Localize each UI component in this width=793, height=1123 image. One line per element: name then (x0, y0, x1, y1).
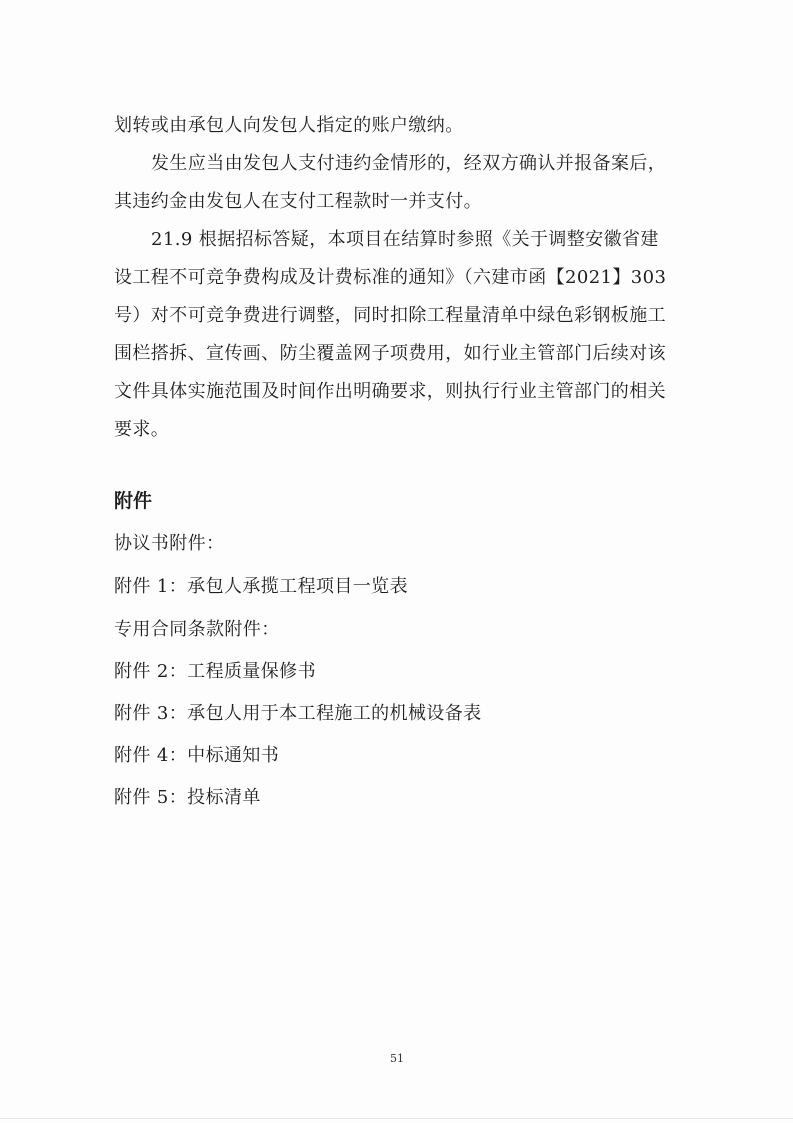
body-line-1: 划转或由承包人向发包人指定的账户缴纳。 (114, 115, 464, 136)
body-line-6: 号）对不可竞争费进行调整，同时扣除工程量清单中绿色彩钢板施工 (114, 305, 666, 326)
attachment-item: 附件 3：承包人用于本工程施工的机械设备表 (114, 703, 482, 724)
scan-edge-divider (0, 1118, 793, 1119)
body-line-7: 围栏搭拆、宣传画、防尘覆盖网子项费用，如行业主管部门后续对该 (114, 343, 666, 364)
body-line-8: 文件具体实施范围及时间作出明确要求，则执行行业主管部门的相关 (114, 381, 666, 402)
attachments-heading: 附件 (114, 490, 153, 512)
body-line-4: 21.9 根据招标答疑，本项目在结算时参照《关于调整安徽省建 (151, 229, 659, 250)
attachment-item: 附件 4：中标通知书 (114, 745, 280, 766)
page-number: 51 (390, 1052, 404, 1065)
attachment-item: 附件 1：承包人承揽工程项目一览表 (114, 576, 408, 597)
body-line-3: 其违约金由发包人在支付工程款时一并支付。 (114, 191, 482, 212)
attachment-item: 协议书附件： (114, 533, 225, 554)
attachment-item: 专用合同条款附件： (114, 619, 280, 640)
body-line-2: 发生应当由发包人支付违约金情形的，经双方确认并报备案后， (151, 153, 667, 174)
body-line-9: 要求。 (114, 419, 170, 440)
body-line-5: 设工程不可竞争费构成及计费标准的通知》（六建市函【2021】303 (114, 267, 667, 288)
attachment-item: 附件 5：投标清单 (114, 787, 261, 808)
attachment-item: 附件 2：工程质量保修书 (114, 661, 316, 682)
